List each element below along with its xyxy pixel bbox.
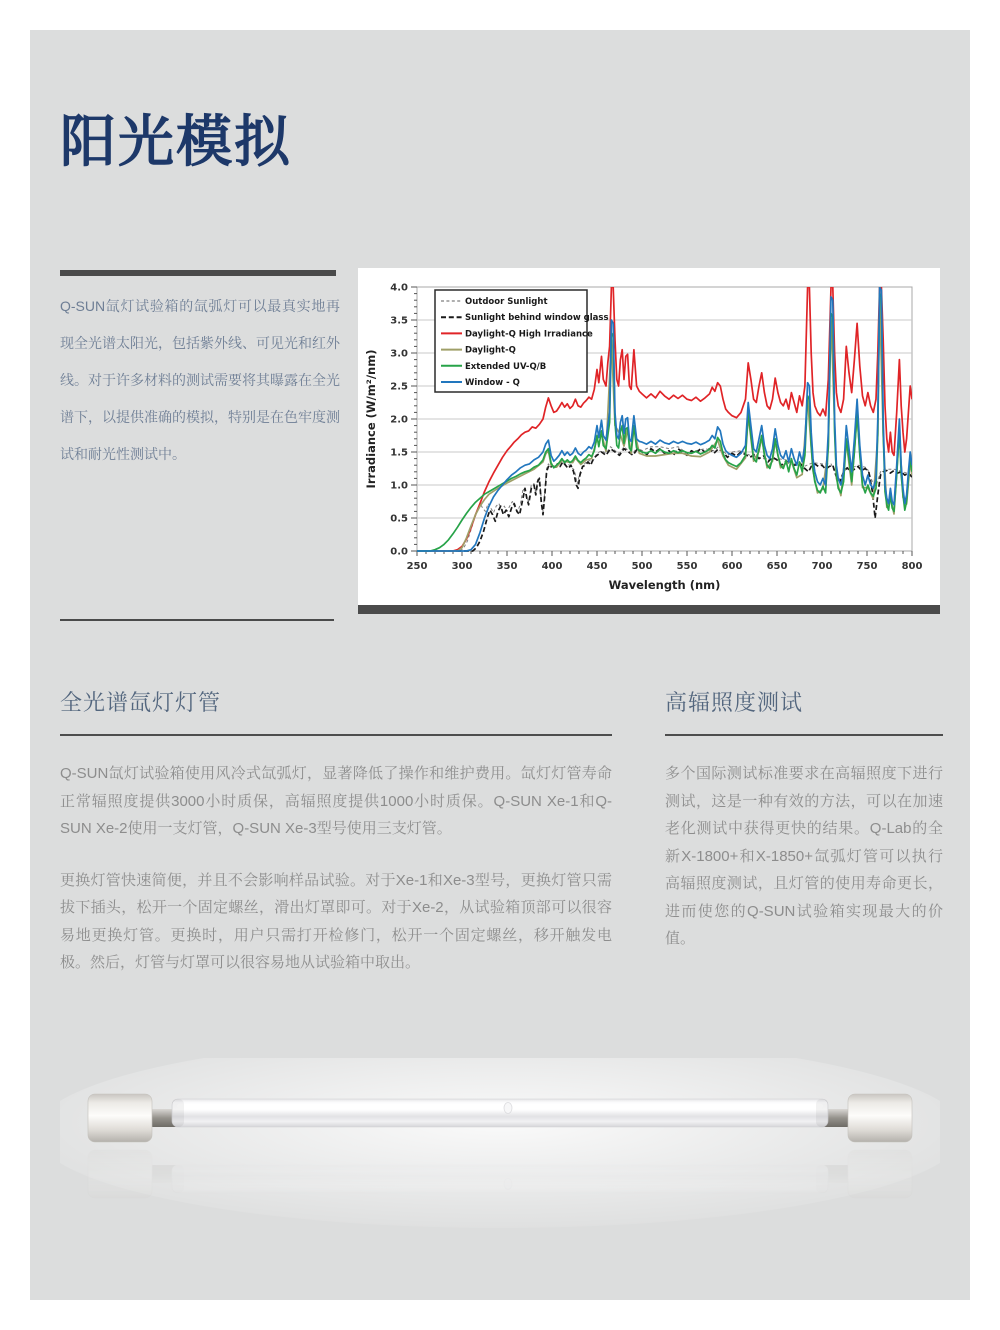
svg-text:500: 500 (631, 561, 653, 572)
section-rule (665, 734, 943, 736)
section-heading: 全光谱氙灯灯管 (60, 690, 222, 715)
svg-text:300: 300 (451, 561, 473, 572)
svg-text:Daylight-Q High Irradiance: Daylight-Q High Irradiance (465, 329, 593, 340)
svg-text:Sunlight behind window glass: Sunlight behind window glass (465, 313, 609, 324)
svg-text:1.0: 1.0 (390, 480, 408, 492)
xenon-lamp-image (60, 1058, 940, 1236)
svg-text:Window - Q: Window - Q (465, 378, 520, 388)
page-content (30, 30, 970, 1300)
section-rule (60, 734, 612, 736)
svg-text:1.5: 1.5 (390, 447, 408, 459)
svg-text:0.0: 0.0 (390, 546, 408, 558)
svg-text:250: 250 (406, 561, 428, 572)
spectral-chart-panel (358, 268, 940, 614)
intro-paragraph: Q-SUN氙灯试验箱的氙弧灯可以最真实地再 现全光谱太阳光，包括紫外线、可见光和红外线。对于许多材料的测试需要将其曝露在全光谱下，以提供准确的模拟，特别是在色牢度测 试和耐光性测试中。 (60, 298, 340, 462)
svg-text:3.5: 3.5 (390, 315, 408, 327)
section-high-irradiance (665, 686, 943, 953)
svg-text:700: 700 (811, 561, 833, 572)
page-title: 阳光模拟 (60, 110, 292, 173)
intro-bottom-rule (60, 619, 334, 621)
section-heading: 高辐照度测试 (665, 690, 804, 715)
section-paragraph: 多个国际测试标准要求在高辐照度下进行测试，这是一种有效的方法，可以在加速老化测试中获得更快的结果。Q-Lab的全新X-1800+和X-1850+氙弧灯管可以执行高辐照度测试，且灯管的使用寿命更长，进而使您的Q-SUN试验箱实现最大的价值。 (665, 765, 943, 947)
svg-text:Wavelength (nm): Wavelength (nm) (608, 578, 721, 592)
svg-text:2.0: 2.0 (390, 414, 408, 426)
svg-text:650: 650 (766, 561, 788, 572)
section-lamp-tubes (60, 686, 612, 977)
svg-text:750: 750 (856, 561, 878, 572)
svg-text:550: 550 (676, 561, 698, 572)
section-paragraph: Q-SUN氙灯试验箱使用风冷式氙弧灯，显著降低了操作和维护费用。氙灯灯管寿命正常辐照度提供3000小时质保，高辐照度提供1000小时质保。Q-SUN Xe-1和Q-SUN Xe-2使用一支灯管，Q-SUN Xe-3型号使用三支灯管。 (60, 765, 612, 837)
svg-text:400: 400 (541, 561, 563, 572)
spectral-irradiance-chart (358, 268, 940, 605)
svg-text:350: 350 (496, 561, 518, 572)
svg-text:450: 450 (586, 561, 608, 572)
svg-text:Daylight-Q: Daylight-Q (465, 345, 516, 356)
svg-text:0.5: 0.5 (390, 513, 408, 525)
svg-text:600: 600 (721, 561, 743, 572)
svg-text:Irradiance (W/m²/nm): Irradiance (W/m²/nm) (364, 349, 378, 489)
section-paragraph: 更换灯管快速简便，并且不会影响样品试验。对于Xe-1和Xe-3型号，更换灯管只需拔下插头，松开一个固定螺丝，滑出灯罩即可。对于Xe-2，从试验箱顶部可以很容易地更换灯管。更换时，用户只需打开检修门，松开一个固定螺丝，移开触发电极。然后，灯管与灯罩可以很容易地从试验箱中取出。 (60, 871, 612, 971)
svg-text:Extended UV-Q/B: Extended UV-Q/B (465, 361, 547, 372)
svg-text:3.0: 3.0 (390, 348, 408, 360)
svg-text:800: 800 (901, 561, 923, 572)
intro-top-rule (60, 270, 336, 276)
svg-text:Outdoor Sunlight: Outdoor Sunlight (465, 297, 548, 307)
xenon-lamp-graphic (60, 1058, 940, 1236)
svg-text:2.5: 2.5 (390, 381, 408, 393)
svg-text:4.0: 4.0 (390, 282, 408, 294)
